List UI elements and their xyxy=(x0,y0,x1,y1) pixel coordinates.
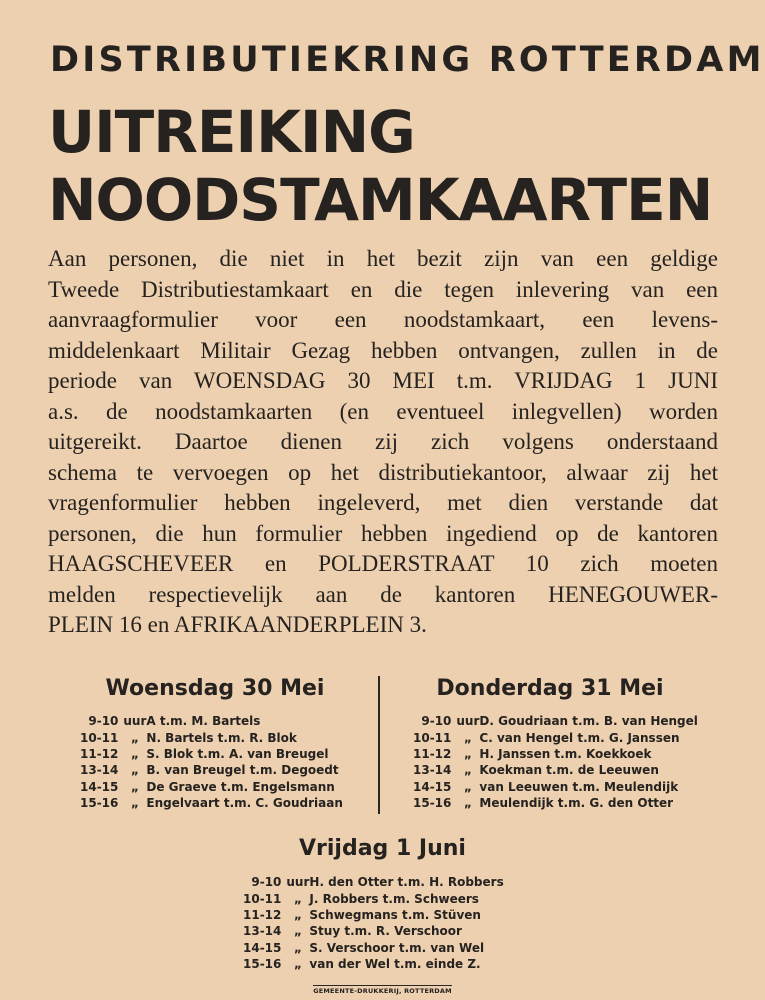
printer-name: GEMEENTE-DRUKKERIJ, ROTTERDAM xyxy=(313,987,452,995)
body-line: periode van WOENSDAG 30 MEI t.m. VRIJDAG 1 JUNI xyxy=(48,368,718,393)
body-line: a.s. de noodstamkaarten (en eventueel inlegvellen) worden xyxy=(48,398,718,424)
name-range: Meulendijk t.m. G. den Otter xyxy=(479,796,674,811)
time-slot: 10-11 xyxy=(80,730,119,745)
time-slot: 15-16 xyxy=(413,796,452,811)
name-range: Schwegmans t.m. Stüven xyxy=(309,907,481,922)
body-line: uitgereikt. Daartoe dienen zij zich volgens onderstaand xyxy=(48,429,718,454)
table-row xyxy=(243,890,504,906)
table-row xyxy=(413,729,698,745)
time-unit: „ xyxy=(293,957,302,972)
time-unit: „ xyxy=(130,763,139,778)
time-unit: „ xyxy=(463,746,472,761)
time-unit: „ xyxy=(463,779,472,794)
body-line: vragenformulier hebben ingeleverd, met dien verstande dat xyxy=(48,490,718,515)
name-range: Koekman t.m. de Leeuwen xyxy=(479,763,659,778)
time-unit: „ xyxy=(293,940,302,955)
time-unit: „ xyxy=(293,924,302,939)
name-range: Engelvaart t.m. C. Goudriaan xyxy=(146,796,343,811)
time-slot: 11-12 xyxy=(413,746,452,761)
time-slot: 9-10 xyxy=(421,714,452,729)
time-slot: 9-10 xyxy=(88,714,119,729)
name-range: B. van Breugel t.m. Degoedt xyxy=(146,763,339,778)
body-line: Tweede Distributiestamkaart en die tegen inlevering van een xyxy=(48,276,718,302)
table-row xyxy=(80,746,343,762)
day-heading-vrijdag: Vrijdag 1 Juni xyxy=(299,836,466,861)
body-line: aanvraagformulier voor een noodstamkaart, een levens- xyxy=(48,307,718,332)
time-slot: 14-15 xyxy=(80,779,119,794)
table-row xyxy=(80,713,343,729)
time-unit: „ xyxy=(463,730,472,745)
table-row xyxy=(413,746,698,762)
day-heading-woensdag: Woensdag 30 Mei xyxy=(105,676,325,701)
table-row xyxy=(80,795,343,811)
time-unit: „ xyxy=(130,746,139,761)
time-slot: 13-14 xyxy=(413,763,452,778)
body-line: schema te vervoegen op het distributiekantoor, alwaar zij het xyxy=(48,459,718,485)
time-unit: uur xyxy=(123,714,147,729)
time-unit: uur xyxy=(456,714,480,729)
time-slot: 9-10 xyxy=(251,875,282,890)
name-range: van Leeuwen t.m. Meulendijk xyxy=(479,779,679,794)
name-range: Stuy t.m. R. Verschoor xyxy=(309,924,462,939)
time-unit: „ xyxy=(130,796,139,811)
table-row xyxy=(413,762,698,778)
time-slot: 15-16 xyxy=(80,796,119,811)
time-slot: 13-14 xyxy=(80,763,119,778)
name-range: van der Wel t.m. einde Z. xyxy=(309,957,481,972)
body-line: middelenkaart Militair Gezag hebben ontvangen, zullen in de xyxy=(48,337,718,363)
table-row xyxy=(413,795,698,811)
time-unit: „ xyxy=(293,891,302,906)
organization-heading: DISTRIBUTIEKRING ROTTERDAM xyxy=(50,40,765,80)
time-unit: „ xyxy=(293,907,302,922)
name-range: De Graeve t.m. Engelsmann xyxy=(146,779,335,794)
name-range: H. den Otter t.m. H. Robbers xyxy=(309,875,504,890)
schedule-vrijdag xyxy=(243,874,504,972)
name-range: S. Blok t.m. A. van Breugel xyxy=(146,746,329,761)
time-unit: „ xyxy=(463,796,472,811)
time-slot: 10-11 xyxy=(413,730,452,745)
column-divider xyxy=(378,676,380,814)
title-line-1: UITREIKING xyxy=(48,98,415,166)
table-row xyxy=(80,762,343,778)
table-row xyxy=(413,779,698,795)
table-row xyxy=(243,907,504,923)
body-line: Aan personen, die niet in het bezit zijn van een geldige xyxy=(48,246,718,271)
name-range: C. van Hengel t.m. G. Janssen xyxy=(479,730,680,745)
printer-imprint xyxy=(0,987,765,995)
body-line: PLEIN 16 en AFRIKAANDERPLEIN 3. xyxy=(48,612,427,637)
time-slot: 14-15 xyxy=(413,779,452,794)
body-line: personen, die hun formulier hebben ingediend op de kantoren xyxy=(48,520,718,546)
time-unit: „ xyxy=(130,779,139,794)
name-range: J. Robbers t.m. Schweers xyxy=(309,891,479,906)
table-row xyxy=(80,729,343,745)
schedule-donderdag xyxy=(413,713,698,811)
table-row xyxy=(80,779,343,795)
table-row xyxy=(243,940,504,956)
name-range: N. Bartels t.m. R. Blok xyxy=(146,730,297,745)
time-slot: 14-15 xyxy=(243,940,282,955)
name-range: A t.m. M. Bartels xyxy=(146,714,261,729)
time-slot: 11-12 xyxy=(80,746,119,761)
table-row xyxy=(413,713,698,729)
name-range: S. Verschoor t.m. van Wel xyxy=(309,940,485,955)
time-slot: 10-11 xyxy=(243,891,282,906)
time-slot: 13-14 xyxy=(243,924,282,939)
time-slot: 15-16 xyxy=(243,957,282,972)
name-range: D. Goudriaan t.m. B. van Hengel xyxy=(479,714,698,729)
time-unit: „ xyxy=(130,730,139,745)
title-line-2: NOODSTAMKAARTEN xyxy=(48,166,713,234)
day-heading-donderdag: Donderdag 31 Mei xyxy=(436,676,664,701)
name-range: H. Janssen t.m. Koekkoek xyxy=(479,746,652,761)
body-line: melden respectievelijk aan de kantoren HENEGOUWER- xyxy=(48,581,718,607)
time-unit: uur xyxy=(286,875,310,890)
time-unit: „ xyxy=(463,763,472,778)
table-row xyxy=(243,956,504,972)
announcement-body xyxy=(48,244,718,641)
schedule-woensdag xyxy=(80,713,343,811)
table-row xyxy=(243,923,504,939)
body-line: HAAGSCHEVEER en POLDERSTRAAT 10 zich moeten xyxy=(48,551,718,576)
time-slot: 11-12 xyxy=(243,907,282,922)
table-row xyxy=(243,874,504,890)
